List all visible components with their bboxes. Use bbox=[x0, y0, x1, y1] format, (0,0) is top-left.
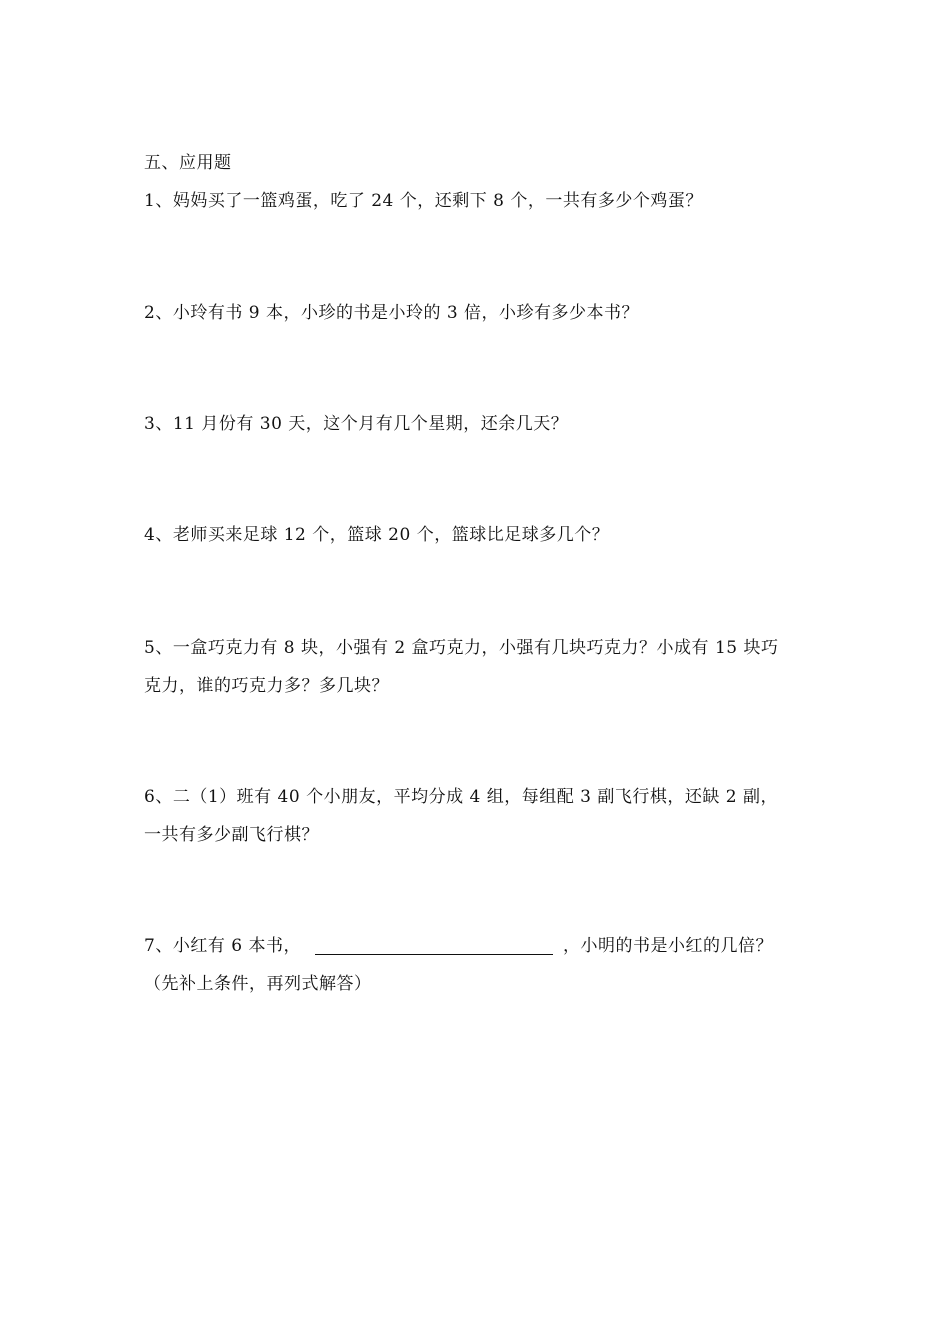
problem-2: 2、小玲有书 9 本，小珍的书是小玲的 3 倍，小珍有多少本书？ bbox=[144, 303, 640, 323]
problem-1: 1、妈妈买了一篮鸡蛋，吃了 24 个，还剩下 8 个，一共有多少个鸡蛋？ bbox=[144, 191, 703, 211]
problem-5-line-1: 5、一盒巧克力有 8 块，小强有 2 盒巧克力，小强有几块巧克力？小成有 15 块巧 bbox=[144, 638, 779, 658]
problem-6-line-1: 6、二（1）班有 40 个小朋友，平均分成 4 组，每组配 3 副飞行棋，还缺 2 副， bbox=[144, 787, 778, 807]
problem-4: 4、老师买来足球 12 个，篮球 20 个，篮球比足球多几个？ bbox=[144, 525, 610, 545]
problem-7-before-blank: 7、小红有 6 本书， bbox=[144, 936, 301, 956]
problem-7-note: （先补上条件，再列式解答） bbox=[144, 974, 372, 994]
answer-blank[interactable] bbox=[315, 936, 553, 955]
problem-6-line-2: 一共有多少副飞行棋？ bbox=[144, 825, 319, 845]
problem-7-after-blank: ，小明的书是小红的几倍？ bbox=[562, 936, 773, 956]
problem-3: 3、11 月份有 30 天，这个月有几个星期，还余几天？ bbox=[144, 414, 569, 434]
section-title: 五、应用题 bbox=[144, 153, 232, 173]
problem-5-line-2: 克力，谁的巧克力多？多几块？ bbox=[144, 676, 389, 696]
problem-7-line bbox=[144, 934, 773, 958]
